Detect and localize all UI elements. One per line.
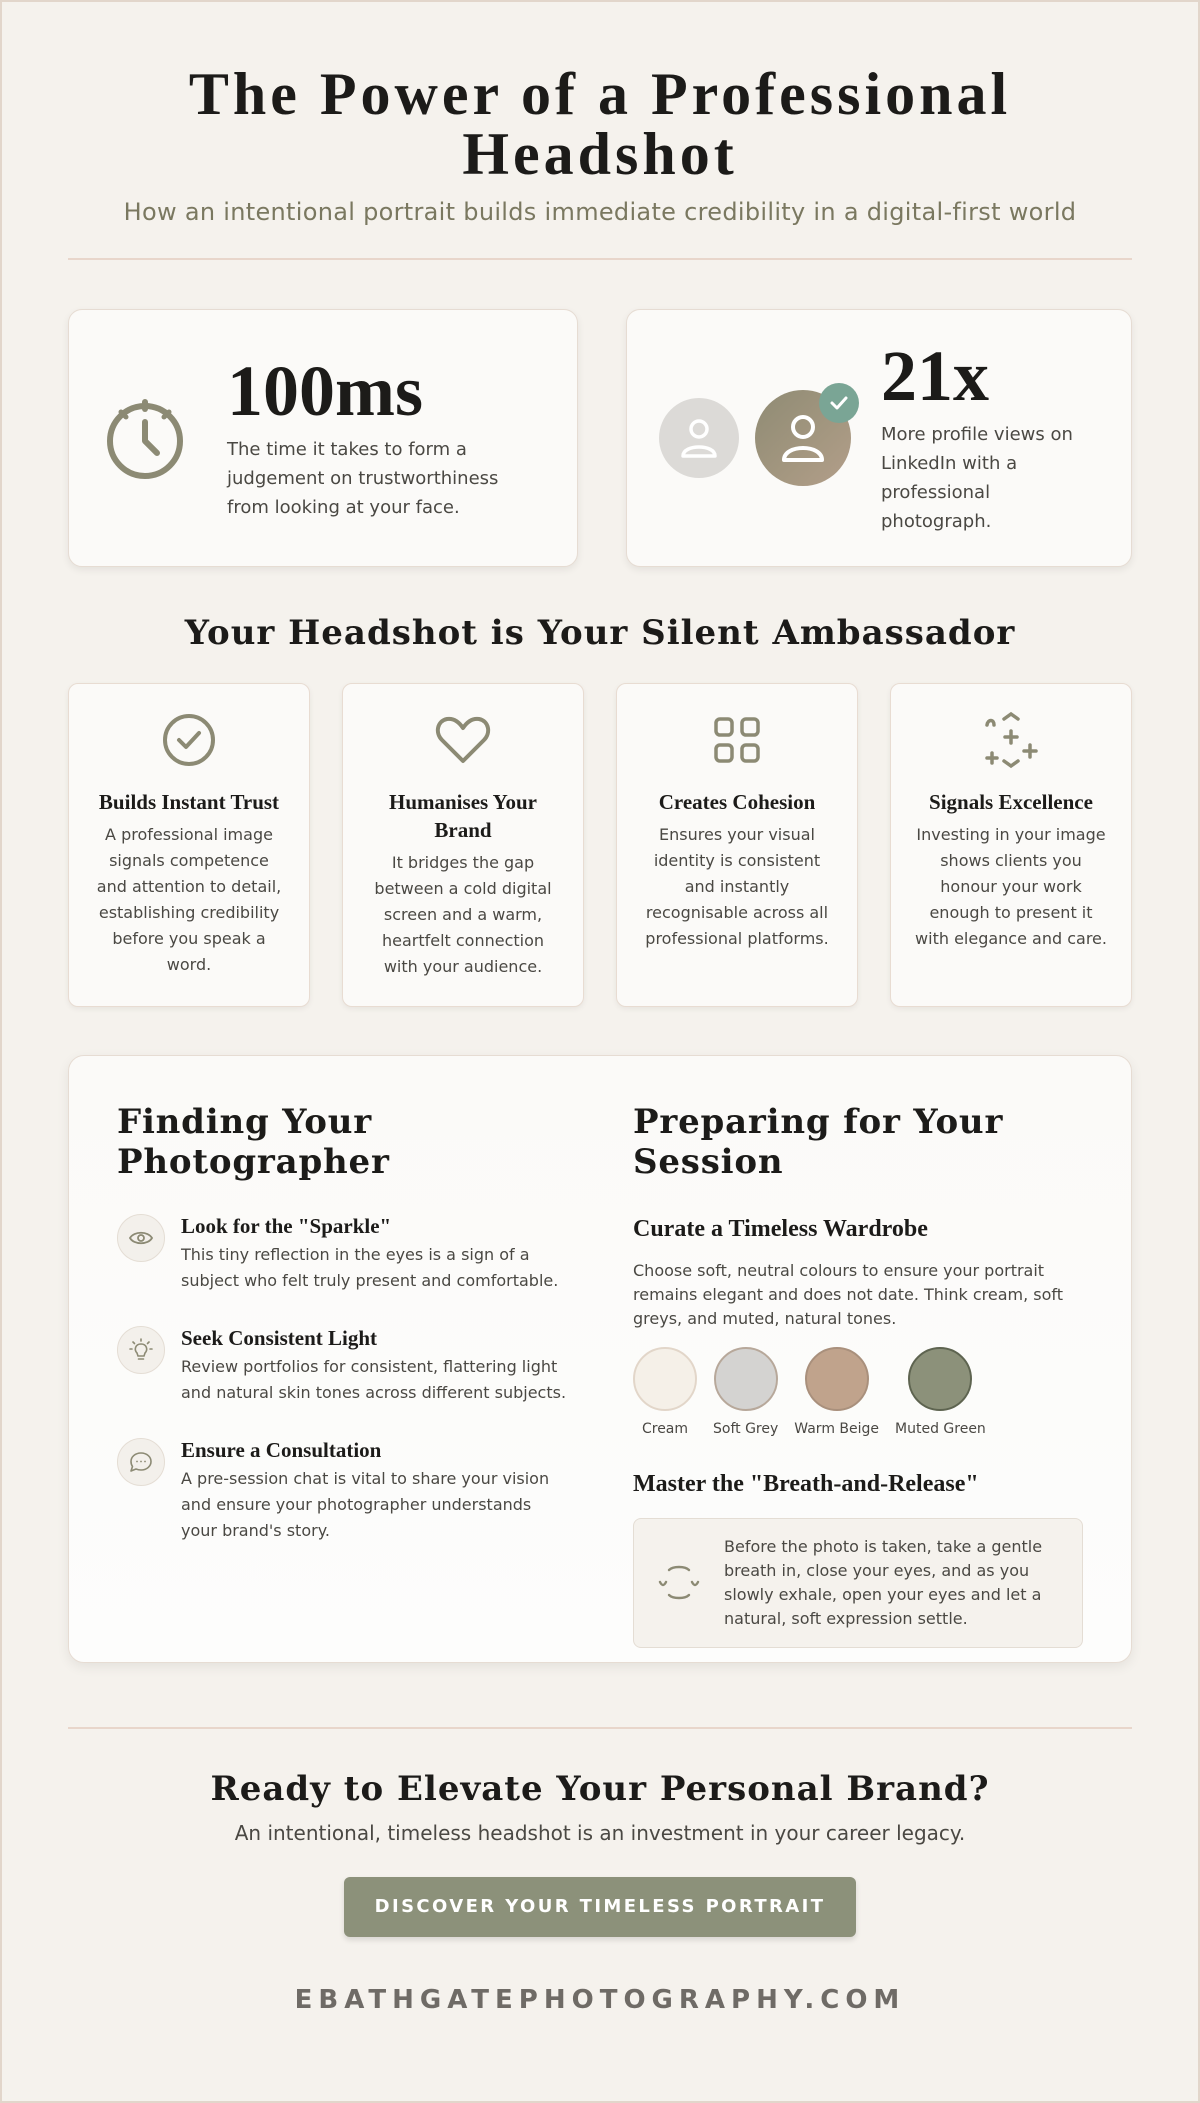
feature-text: A professional image signals competence and attention to detail, establishing credibility before you speak a word.: [96, 825, 282, 974]
cta-text: An intentional, timeless headshot is an investment in your career legacy.: [234, 1821, 966, 1845]
stopwatch-icon: [105, 395, 185, 481]
finding-heading: Finding Your Photographer: [117, 1102, 390, 1182]
swatch-label: Soft Grey: [713, 1421, 779, 1437]
feature-text: Investing in your image shows clients you honour your work enough to present it with elegance and care.: [915, 825, 1107, 948]
sparkles-icon: [915, 712, 1107, 768]
stat-content: [881, 336, 1095, 536]
stat-content: [227, 350, 541, 522]
feature-card-humanise: [342, 683, 584, 1007]
tip-sparkle: [117, 1214, 567, 1294]
breath-title: Master the "Breath-and-Release": [633, 1471, 979, 1497]
page-subtitle: How an intentional portrait builds immediate credibility in a digital-first world: [123, 198, 1077, 226]
breathing-face-icon: [654, 1562, 704, 1604]
cta-section: [68, 1769, 1132, 2015]
grid-icon: [641, 712, 833, 768]
tip-content: [181, 1326, 567, 1406]
user-grey-icon: [659, 398, 739, 478]
colour-swatches: [633, 1347, 1083, 1437]
discover-portrait-button[interactable]: DISCOVER YOUR TIMELESS PORTRAIT: [344, 1877, 856, 1937]
swatch-cream: [633, 1347, 697, 1437]
preparing-column: [567, 1102, 1083, 1662]
feature-card-trust: [68, 683, 310, 1007]
eye-icon: [117, 1214, 165, 1262]
title-line-1: The Power of a Professional: [188, 61, 1012, 127]
heart-icon: [367, 712, 559, 768]
feature-card-excellence: [890, 683, 1132, 1007]
tip-text: This tiny reflection in the eyes is a sign of a subject who felt truly present and comfortable.: [181, 1245, 559, 1290]
chat-bubble-icon: [117, 1438, 165, 1486]
title-line-2: Headshot: [462, 121, 738, 187]
swatch-soft-grey: [713, 1347, 778, 1437]
guide-panel: [68, 1055, 1132, 1663]
lightbulb-icon: [117, 1326, 165, 1374]
cta-heading: Ready to Elevate Your Personal Brand?: [210, 1769, 990, 1809]
tip-consultation: [117, 1438, 567, 1544]
tip-content: [181, 1214, 567, 1294]
swatch-warm-beige: [794, 1347, 879, 1437]
feature-title: Humanises Your Brand: [389, 790, 537, 842]
feature-text: It bridges the gap between a cold digital screen and a warm, heartfelt connection with your audience.: [374, 853, 552, 976]
swatch-dot: [714, 1347, 778, 1411]
tip-content: [181, 1438, 567, 1544]
tip-title: Look for the "Sparkle": [181, 1214, 392, 1238]
tip-title: Ensure a Consultation: [181, 1438, 382, 1462]
feature-cards: [68, 683, 1132, 1007]
stat-value: 100ms: [227, 350, 423, 431]
tip-text: Review portfolios for consistent, flattering light and natural skin tones across different subjects.: [181, 1357, 567, 1402]
page-title: [68, 61, 1132, 187]
swatch-label: Cream: [641, 1421, 689, 1437]
website-link[interactable]: EBATHGATEPHOTOGRAPHY.COM: [294, 1985, 906, 2015]
header-divider: [68, 258, 1132, 260]
stats-row: [68, 309, 1132, 567]
tip-light: [117, 1326, 567, 1406]
preparing-heading: Preparing for Your Session: [633, 1102, 1004, 1182]
header: [68, 2, 1132, 226]
feature-title: Signals Excellence: [929, 790, 1093, 814]
finding-column: [117, 1102, 567, 1662]
breath-callout: [633, 1518, 1083, 1648]
stat-card-views: [626, 309, 1132, 567]
swatch-muted-green: [895, 1347, 986, 1437]
feature-title: Builds Instant Trust: [98, 790, 280, 814]
stat-description: More profile views on LinkedIn with a professional photograph.: [881, 424, 1073, 532]
swatch-label: Muted Green: [895, 1421, 986, 1437]
feature-card-cohesion: [616, 683, 858, 1007]
stat-description: The time it takes to form a judgement on trustworthiness from looking at your face.: [227, 438, 499, 518]
swatch-dot: [805, 1347, 869, 1411]
feature-title: Creates Cohesion: [658, 790, 816, 814]
check-circle-icon: [93, 712, 285, 768]
footer-divider: [68, 1727, 1132, 1729]
wardrobe-text: Choose soft, neutral colours to ensure your portrait remains elegant and does not date. Think cream, soft greys, and muted, natural tones.: [633, 1261, 1064, 1328]
wardrobe-title: Curate a Timeless Wardrobe: [633, 1216, 928, 1242]
check-badge-icon: [819, 383, 859, 423]
swatch-label: Warm Beige: [794, 1421, 880, 1437]
stat-value: 21x: [881, 336, 989, 416]
tip-title: Seek Consistent Light: [181, 1326, 378, 1350]
profile-avatars-icon: [659, 383, 859, 493]
ambassador-heading: Your Headshot is Your Silent Ambassador: [184, 613, 1016, 653]
swatch-dot: [908, 1347, 972, 1411]
breath-text: Before the photo is taken, take a gentle breath in, close your eyes, and as you slowly exhale, open your eyes and let a natural, soft expression settle.: [724, 1537, 1043, 1628]
tip-text: A pre-session chat is vital to share your vision and ensure your photographer understands your brand's story.: [181, 1469, 550, 1540]
swatch-dot: [633, 1347, 697, 1411]
feature-text: Ensures your visual identity is consistent and instantly recognisable across all professional platforms.: [645, 825, 829, 948]
stat-card-time: [68, 309, 578, 567]
